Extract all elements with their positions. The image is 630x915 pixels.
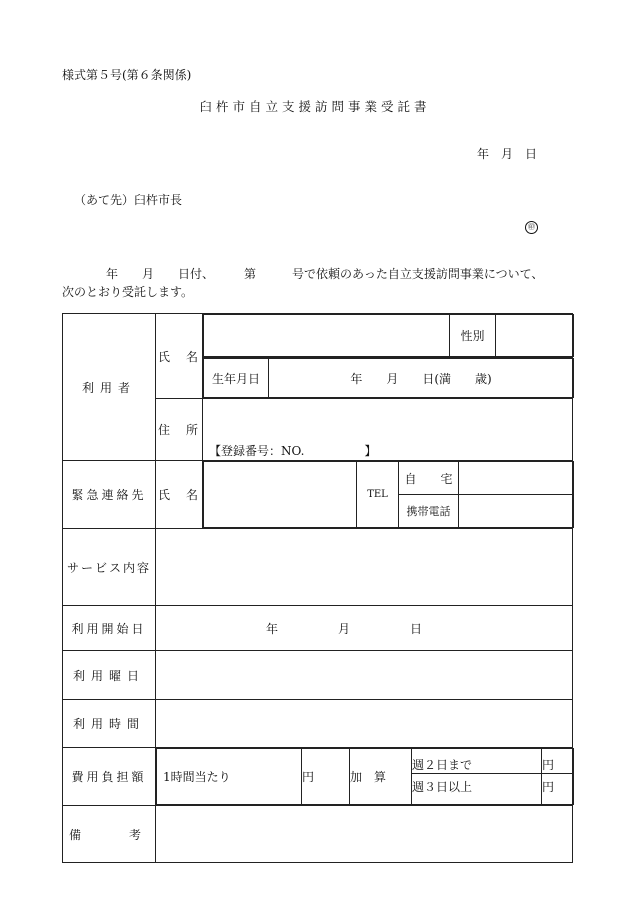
usage-days-label: 利用曜日 [63,651,156,700]
service-content-label: サービス内容 [63,529,156,606]
consignment-form-table [62,313,573,863]
body-text-line2: 次のとおり受託します。 [62,285,194,299]
emergency-contact-label: 緊急連絡先 [63,461,156,529]
address-field[interactable] [203,399,573,461]
tier1-label: 週２日まで [412,749,542,774]
emergency-name-label: 氏 名 [156,461,203,529]
usage-time-field[interactable] [156,700,573,748]
body-text-line1: 年 月 日付、 第 号で依頼のあった自立支援訪問事業について、 [106,267,544,281]
start-date-field[interactable]: 年 月 日 [156,606,573,651]
form-code: 様式第５号(第６条関係) [62,68,192,82]
recipient: （あて先）臼杵市長 [74,193,183,207]
dob-field[interactable]: 年 月 日(満 歳) [269,359,574,398]
home-phone-label: 自 宅 [399,462,459,495]
gender-field[interactable] [496,315,574,357]
start-date-label: 利用開始日 [63,606,156,651]
user-name-field[interactable] [204,315,450,357]
tier2-yen: 円 [542,774,574,805]
tier2-label: 週３日以上 [412,774,542,805]
emergency-name-field[interactable] [204,462,357,528]
per-hour-label: 1時間当たり [157,749,302,805]
per-hour-yen: 円 [302,749,350,805]
tier1-yen: 円 [542,749,574,774]
usage-days-field[interactable] [156,651,573,700]
service-content-field[interactable] [156,529,573,606]
user-name-label: 氏 名 [156,314,203,399]
mobile-phone-field[interactable] [459,495,574,528]
registration-number: 【登録番号：NO. 】 [209,444,377,458]
mobile-phone-label: 携帯電話 [399,495,459,528]
tel-label: TEL [357,462,399,528]
cost-label: 費用負担額 [63,748,156,806]
form-title: 臼杵市自立支援訪問事業受託書 [199,99,431,114]
usage-time-label: 利用時間 [63,700,156,748]
home-phone-field[interactable] [459,462,574,495]
user-label: 利用者 [63,314,156,461]
seal-mark-icon: ㊞ [525,221,538,234]
dob-label: 生年月日 [204,359,269,398]
gender-label: 性別 [450,315,496,357]
remarks-label: 備 考 [63,806,156,863]
date-line: 年 月 日 [477,147,538,161]
addition-label: 加 算 [350,749,412,805]
remarks-field[interactable] [156,806,573,863]
address-label: 住 所 [156,399,203,461]
